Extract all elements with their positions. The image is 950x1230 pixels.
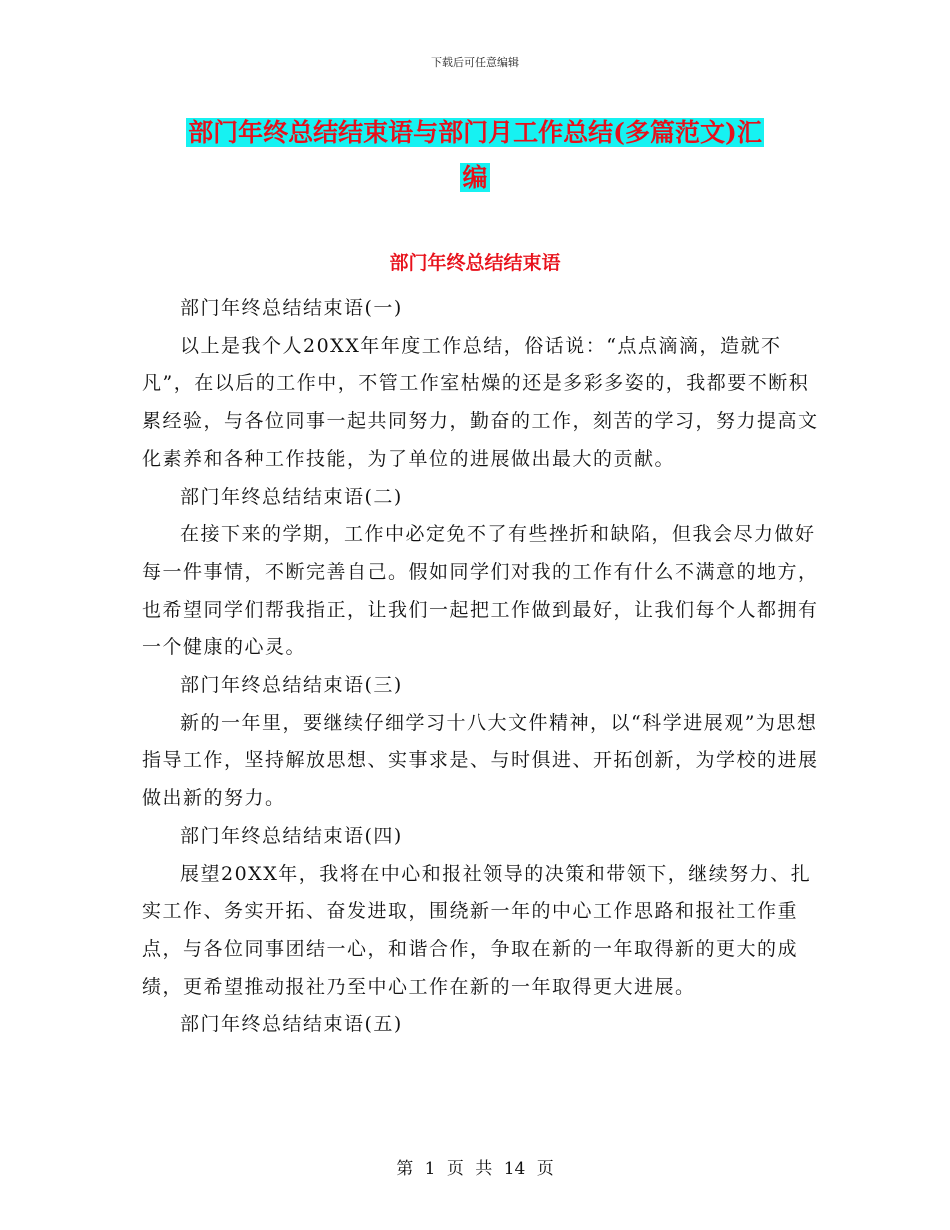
paragraph-1: 以上是我个人20XX年年度工作总结，俗话说：“点点滴滴，造就不凡”，在以后的工作中，不管工作室枯燥的还是多彩多姿的，我都要不断积累经验，与各位同事一起共同努力，勤奋的工作，刻苦的学习，努力提高文化素养和各种工作技能，为了单位的进展做出最大的贡献。 — [142, 334, 819, 470]
paragraph-2: 在接下来的学期，工作中必定免不了有些挫折和缺陷，但我会尽力做好每一件事情，不断完善自己。假如同学们对我的工作有什么不满意的地方，也希望同学们帮我指正，让我们一起把工作做到最好，让我们每个人都拥有一个健康的心灵。 — [142, 523, 819, 659]
document-title — [0, 110, 950, 200]
document-title-line-1: 部门年终总结结束语与部门月工作总结(多篇范文)汇 — [188, 118, 762, 147]
document-body — [142, 290, 822, 1044]
subheading-3: 部门年终总结结束语(三) — [180, 674, 403, 697]
subheading-5: 部门年终总结结束语(五) — [180, 1013, 403, 1036]
subheading-2: 部门年终总结结束语(二) — [180, 485, 403, 508]
paragraph-4: 展望20XX年，我将在中心和报社领导的决策和带领下，继续努力、扎实工作、务实开拓、奋发进取，围绕新一年的中心工作思路和报社工作重点，与各位同事团结一心，和谐合作，争取在新的一年取得新的更大的成绩，更希望推动报社乃至中心工作在新的一年取得更大进展。 — [142, 862, 812, 998]
document-title-line-2: 编 — [462, 163, 488, 192]
section-title: 部门年终总结结束语 — [389, 252, 561, 274]
page-footer: 第 1 页 共 14 页 — [396, 1159, 554, 1179]
page-header-note: 下载后可任意编辑 — [431, 56, 519, 69]
subheading-1: 部门年终总结结束语(一) — [180, 297, 403, 319]
subheading-4: 部门年终总结结束语(四) — [180, 824, 403, 847]
paragraph-3: 新的一年里，要继续仔细学习十八大文件精神，以“科学进展观”为思想指导工作，坚持解放思想、实事求是、与时俱进、开拓创新，为学校的进展做出新的努力。 — [142, 711, 819, 810]
